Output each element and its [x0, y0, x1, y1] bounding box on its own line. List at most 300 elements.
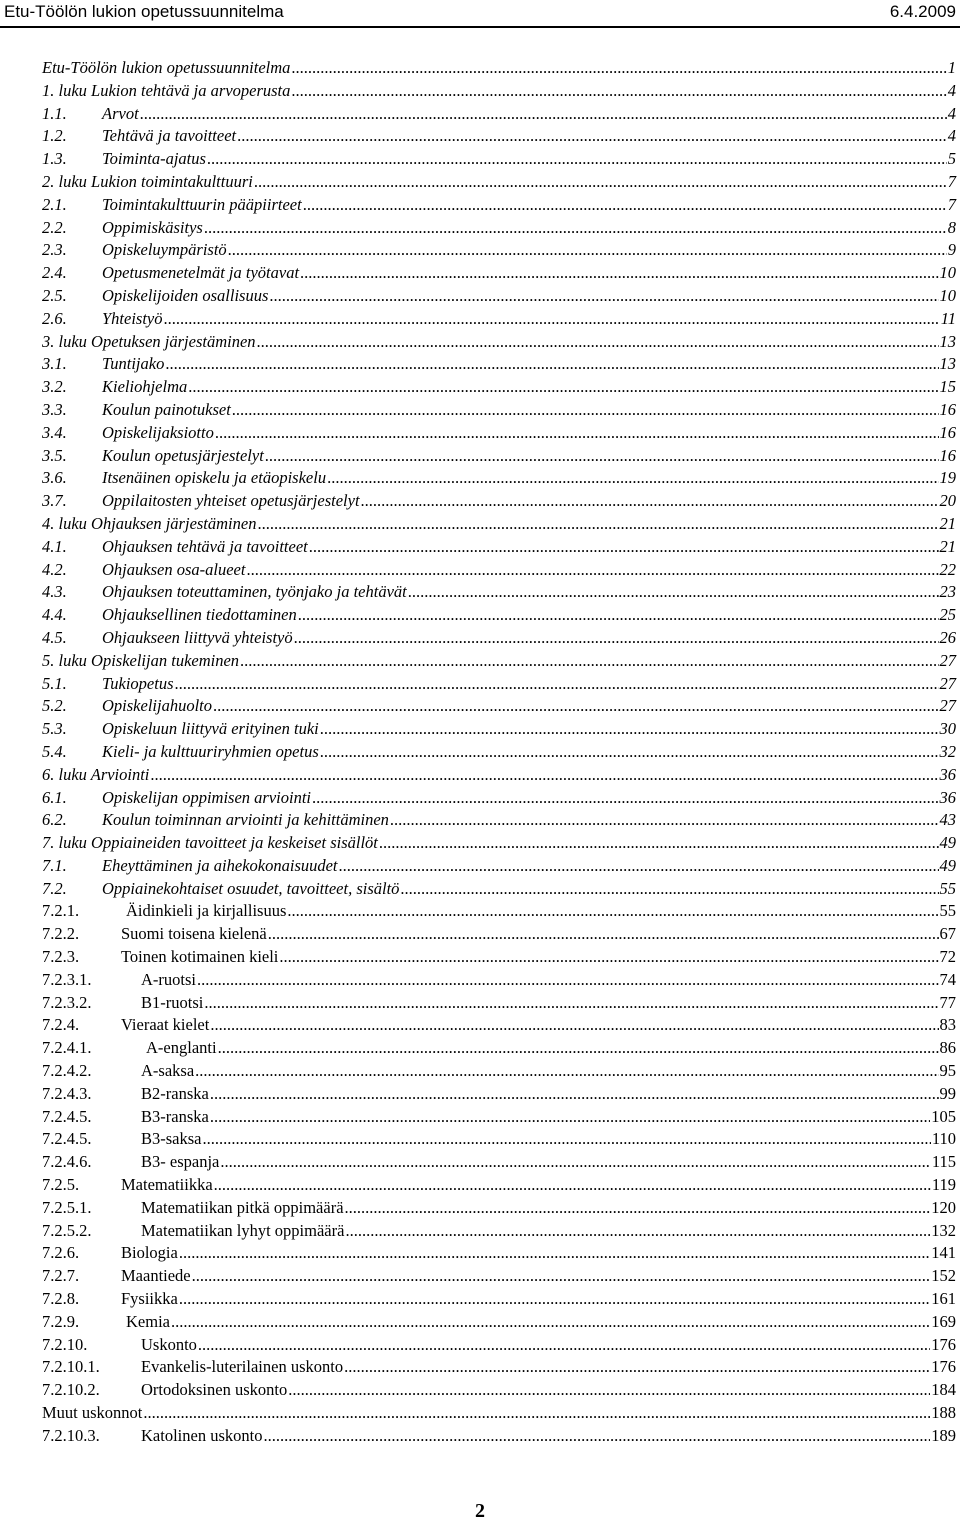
toc-entry-title: Opetusmenetelmät ja työtavat — [102, 263, 300, 283]
dot-leader — [232, 399, 939, 422]
toc-entry-page: 26 — [939, 627, 956, 647]
toc-entry-title: Oppimiskäsitys — [102, 217, 203, 237]
toc-entry[interactable] — [42, 900, 956, 923]
toc-entry[interactable] — [42, 217, 956, 240]
toc-entry-number: 4.1. — [42, 536, 67, 556]
toc-entry-title: Koulun toiminnan arviointi ja kehittäminen — [102, 810, 389, 830]
dot-leader — [263, 1425, 930, 1448]
toc-entry-title: Tukiopetus — [102, 673, 174, 693]
dot-leader — [408, 581, 939, 604]
toc-entry-page: 23 — [939, 582, 956, 602]
toc-entry[interactable] — [42, 559, 956, 582]
dot-leader — [164, 308, 940, 331]
toc-entry-number: 5.3. — [42, 719, 67, 739]
toc-entry-number: 7.2.4.2. — [42, 1061, 92, 1081]
header-title: Etu-Töölön lukion opetussuunnitelma — [4, 2, 284, 21]
toc-entry-page: 49 — [939, 833, 956, 853]
dot-leader — [165, 353, 938, 376]
dot-leader — [257, 331, 939, 354]
toc-entry-title: Fysiikka — [121, 1289, 178, 1309]
toc-entry-page: 30 — [939, 719, 956, 739]
dot-leader — [300, 262, 938, 285]
toc-entry-title: Ohjauksen osa-alueet — [102, 559, 246, 579]
toc-entry[interactable] — [42, 57, 956, 80]
dot-leader — [214, 1174, 931, 1197]
toc-entry[interactable] — [42, 1311, 956, 1334]
toc-entry[interactable] — [42, 1402, 956, 1425]
toc-entry[interactable] — [42, 1334, 956, 1357]
toc-entry-title: Matematiikka — [121, 1175, 213, 1195]
toc-entry-number: 5.2. — [42, 696, 67, 716]
dot-leader — [257, 513, 938, 536]
toc-entry-page: 110 — [931, 1129, 956, 1149]
toc-entry-number: 7.1. — [42, 855, 67, 875]
dot-leader — [379, 832, 939, 855]
toc-entry-number: 2.4. — [42, 263, 67, 283]
toc-entry-number: 4.2. — [42, 559, 67, 579]
toc-entry-number: 7.2.4.3. — [42, 1083, 92, 1103]
toc-entry[interactable] — [42, 1014, 956, 1037]
toc-entry-number: 7.2.4.6. — [42, 1152, 92, 1172]
toc-entry-title: A-saksa — [141, 1061, 195, 1081]
toc-entry-title: Katolinen uskonto — [141, 1425, 263, 1445]
toc-entry[interactable] — [42, 1037, 956, 1060]
toc-entry[interactable] — [42, 467, 956, 490]
toc-entry[interactable] — [42, 741, 956, 764]
toc-entry-page: 21 — [939, 536, 956, 556]
toc-entry-number: 7.2.8. — [42, 1289, 80, 1309]
toc-entry[interactable] — [42, 285, 956, 308]
dot-leader — [215, 422, 939, 445]
toc-entry-title: Maantiede — [121, 1266, 191, 1286]
dot-leader — [312, 787, 939, 810]
dot-leader — [294, 627, 939, 650]
toc-entry-number: 7.2. — [42, 878, 67, 898]
toc-entry-title: Ortodoksinen uskonto — [141, 1380, 288, 1400]
toc-entry[interactable] — [42, 1242, 956, 1265]
toc-entry-title: Toinen kotimainen kieli — [121, 947, 279, 967]
dot-leader — [291, 57, 946, 80]
toc-entry-page: 25 — [939, 605, 956, 625]
dot-leader — [179, 1242, 930, 1265]
toc-entry[interactable] — [42, 1151, 956, 1174]
toc-entry[interactable] — [42, 604, 956, 627]
toc-entry-page: 43 — [939, 810, 956, 830]
toc-entry-title: Kemia — [126, 1311, 170, 1331]
toc-entry[interactable] — [42, 422, 956, 445]
toc-entry[interactable] — [42, 490, 956, 513]
toc-entry[interactable] — [42, 695, 956, 718]
toc-entry[interactable] — [42, 1083, 956, 1106]
toc-entry[interactable] — [42, 581, 956, 604]
toc-entry-title: Vieraat kielet — [121, 1015, 210, 1035]
toc-entry-title: Ohjauksellinen tiedottaminen — [102, 605, 297, 625]
toc-entry-page: 36 — [939, 764, 956, 784]
dot-leader — [228, 239, 947, 262]
toc-entry-number: 7.2.3. — [42, 947, 80, 967]
toc-entry-title: 2. luku Lukion toimintakulttuuri — [42, 171, 253, 191]
dot-leader — [309, 536, 939, 559]
toc-entry-title: 5. luku Opiskelijan tukeminen — [42, 650, 240, 670]
toc-entry-title: Toimintakulttuurin pääpiirteet — [102, 194, 302, 214]
toc-entry-page: 67 — [939, 924, 956, 944]
toc-entry-page: 184 — [931, 1380, 956, 1400]
dot-leader — [345, 1197, 931, 1220]
toc-entry-page: 49 — [939, 855, 956, 875]
toc-entry-title: Oppilaitosten yhteiset opetusjärjestelyt — [102, 491, 360, 511]
toc-entry[interactable] — [42, 194, 956, 217]
toc-entry-page: 74 — [939, 969, 956, 989]
dot-leader — [303, 194, 947, 217]
toc-entry-page: 4 — [947, 80, 956, 100]
toc-entry-page: 20 — [939, 491, 956, 511]
toc-entry-page: 10 — [939, 285, 956, 305]
toc-entry-number: 7.2.4.1. — [42, 1038, 92, 1058]
dot-leader — [218, 1037, 939, 1060]
toc-entry-page: 119 — [931, 1175, 956, 1195]
toc-entry-number: 7.2.4.5. — [42, 1129, 92, 1149]
toc-entry-page: 16 — [939, 399, 956, 419]
toc-entry-page: 27 — [939, 673, 956, 693]
toc-entry-number: 7.2.4. — [42, 1015, 80, 1035]
dot-leader — [320, 741, 939, 764]
toc-entry-title: B3-ranska — [141, 1106, 209, 1126]
toc-entry[interactable] — [42, 1265, 956, 1288]
toc-entry-title: Biologia — [121, 1243, 178, 1263]
toc-entry-title: Kieliohjelma — [102, 377, 188, 397]
toc-entry-title: Äidinkieli ja kirjallisuus — [126, 901, 287, 921]
toc-entry-title: Ohjauksen tehtävä ja tavoitteet — [102, 536, 308, 556]
toc-entry-page: 132 — [931, 1220, 956, 1240]
toc-entry[interactable] — [42, 171, 956, 194]
toc-entry-page: 15 — [939, 377, 956, 397]
dot-leader — [210, 1106, 930, 1129]
dot-leader — [237, 125, 947, 148]
toc-entry-title: Toiminta-ajatus — [102, 149, 206, 169]
toc-entry[interactable] — [42, 923, 956, 946]
toc-entry-title: Matematiikan pitkä oppimäärä — [141, 1197, 344, 1217]
toc-entry[interactable] — [42, 239, 956, 262]
toc-entry-page: 55 — [939, 901, 956, 921]
toc-entry-page: 169 — [931, 1311, 956, 1331]
dot-leader — [265, 445, 939, 468]
toc-entry[interactable] — [42, 148, 956, 171]
toc-entry[interactable] — [42, 832, 956, 855]
dot-leader — [279, 946, 938, 969]
toc-entry-page: 115 — [931, 1152, 956, 1172]
toc-entry-title: Opiskelijoiden osallisuus — [102, 285, 269, 305]
toc-entry-number: 6.1. — [42, 787, 67, 807]
dot-leader — [390, 809, 939, 832]
toc-entry-title: Tuntijako — [102, 354, 165, 374]
toc-entry[interactable] — [42, 969, 956, 992]
toc-entry-page: 27 — [939, 650, 956, 670]
dot-leader — [298, 604, 939, 627]
toc-entry-page: 55 — [939, 878, 956, 898]
toc-entry-number: 7.2.10.1. — [42, 1357, 100, 1377]
toc-entry-page: 16 — [939, 445, 956, 465]
toc-entry-title: A-englanti — [146, 1038, 217, 1058]
toc-entry-title: B3- espanja — [141, 1152, 220, 1172]
toc-entry-title: A-ruotsi — [141, 969, 196, 989]
toc-entry[interactable] — [42, 445, 956, 468]
toc-entry-title: Opiskelijahuolto — [102, 696, 212, 716]
toc-entry-number: 7.2.6. — [42, 1243, 80, 1263]
dot-leader — [198, 1334, 930, 1357]
dot-leader — [327, 467, 938, 490]
toc-entry-title: Yhteistyö — [102, 308, 163, 328]
toc-entry[interactable] — [42, 718, 956, 741]
toc-entry-page: 99 — [939, 1083, 956, 1103]
toc-entry-page: 95 — [939, 1061, 956, 1081]
toc-entry-number: 7.2.5.2. — [42, 1220, 92, 1240]
dot-leader — [210, 1014, 938, 1037]
toc-entry-number: 4.5. — [42, 627, 67, 647]
toc-entry-title: Opiskelijaksiotto — [102, 422, 214, 442]
toc-entry[interactable] — [42, 513, 956, 536]
toc-entry[interactable] — [42, 627, 956, 650]
toc-entry-title: Ohjaukseen liittyvä yhteistyö — [102, 627, 293, 647]
toc-entry-page: 176 — [931, 1357, 956, 1377]
dot-leader — [220, 1151, 931, 1174]
toc-entry[interactable] — [42, 1060, 956, 1083]
toc-entry-number: 3.5. — [42, 445, 67, 465]
toc-entry-page: 22 — [939, 559, 956, 579]
toc-entry[interactable] — [42, 536, 956, 559]
toc-entry-number: 7.2.2. — [42, 924, 80, 944]
toc-entry-page: 86 — [939, 1038, 956, 1058]
dot-leader — [268, 923, 939, 946]
toc-entry-number: 2.6. — [42, 308, 67, 328]
toc-entry-page: 120 — [931, 1197, 956, 1217]
dot-leader — [320, 718, 939, 741]
toc-entry[interactable] — [42, 1425, 956, 1448]
dot-leader — [339, 855, 939, 878]
toc-entry-page: 4 — [947, 126, 956, 146]
dot-leader — [195, 1060, 938, 1083]
toc-entry[interactable] — [42, 399, 956, 422]
toc-entry-page: 189 — [931, 1425, 956, 1445]
toc-entry-title: Eheyttäminen ja aihekokonaisuudet — [102, 855, 338, 875]
toc-entry[interactable] — [42, 1128, 956, 1151]
toc-entry-number: 2.3. — [42, 240, 67, 260]
toc-entry[interactable] — [42, 1220, 956, 1243]
toc-entry-title: 3. luku Opetuksen järjestäminen — [42, 331, 256, 351]
toc-entry-title: 6. luku Arviointi — [42, 764, 150, 784]
dot-leader — [210, 1083, 939, 1106]
toc-entry-page: 77 — [939, 992, 956, 1012]
dot-leader — [344, 1356, 930, 1379]
dot-leader — [203, 1128, 931, 1151]
toc-entry-title: Koulun painotukset — [102, 399, 231, 419]
dot-leader — [269, 285, 938, 308]
toc-entry-number: 7.2.10.3. — [42, 1425, 100, 1445]
toc-entry-title: Suomi toisena kielenä — [121, 924, 267, 944]
toc-entry-number: 7.2.7. — [42, 1266, 80, 1286]
toc-entry[interactable] — [42, 787, 956, 810]
toc-entry-number: 1.2. — [42, 126, 67, 146]
toc-entry-page: 141 — [931, 1243, 956, 1263]
toc-entry-title: B2-ranska — [141, 1083, 209, 1103]
dot-leader — [246, 559, 938, 582]
toc-entry-number: 4.3. — [42, 582, 67, 602]
toc-entry-page: 83 — [939, 1015, 956, 1035]
toc-entry-title: Etu-Töölön lukion opetussuunnitelma — [42, 58, 291, 77]
dot-leader — [175, 673, 939, 696]
toc-entry-number: 3.1. — [42, 354, 67, 374]
toc-entry-title: 4. luku Ohjauksen järjestäminen — [42, 513, 257, 533]
toc-entry-title: 7. luku Oppiaineiden tavoitteet ja keskeiset sisällöt — [42, 833, 378, 853]
toc-entry-number: 2.2. — [42, 217, 67, 237]
toc-entry-title: Oppiainekohtaiset osuudet, tavoitteet, sisältö — [102, 878, 400, 898]
toc-entry-page: 105 — [931, 1106, 956, 1126]
toc-entry[interactable] — [42, 992, 956, 1015]
header-date: 6.4.2009 — [889, 2, 956, 21]
dot-leader — [254, 171, 947, 194]
toc-entry[interactable] — [42, 1379, 956, 1402]
table-of-contents — [42, 57, 956, 1448]
toc-entry-title: B3-saksa — [141, 1129, 202, 1149]
toc-entry-number: 7.2.10. — [42, 1334, 88, 1354]
dot-leader — [204, 992, 938, 1015]
dot-leader — [345, 1220, 930, 1243]
dot-leader — [204, 217, 947, 240]
toc-entry[interactable] — [42, 1197, 956, 1220]
toc-entry[interactable] — [42, 1106, 956, 1129]
toc-entry-page: 27 — [939, 696, 956, 716]
toc-entry-page: 13 — [939, 331, 956, 351]
toc-entry-number: 7.2.9. — [42, 1311, 80, 1331]
toc-entry-number: 3.3. — [42, 399, 67, 419]
toc-entry-number: 7.2.3.2. — [42, 992, 92, 1012]
toc-entry-number: 7.2.10.2. — [42, 1380, 100, 1400]
toc-entry-page: 72 — [939, 947, 956, 967]
toc-entry-page: 7 — [947, 194, 956, 214]
dot-leader — [143, 1402, 930, 1425]
toc-entry-number: 7.2.5. — [42, 1175, 80, 1195]
toc-entry[interactable] — [42, 673, 956, 696]
toc-entry-page: 36 — [939, 787, 956, 807]
toc-entry[interactable] — [42, 376, 956, 399]
toc-entry[interactable] — [42, 650, 956, 673]
toc-entry-page: 188 — [931, 1403, 956, 1423]
dot-leader — [400, 878, 938, 901]
toc-entry-title: Tehtävä ja tavoitteet — [102, 126, 237, 146]
toc-entry-title: Evankelis-luterilainen uskonto — [141, 1357, 344, 1377]
toc-entry-number: 5.4. — [42, 741, 67, 761]
toc-entry-number: 7.2.3.1. — [42, 969, 92, 989]
toc-entry[interactable] — [42, 353, 956, 376]
toc-entry-title: B1-ruotsi — [141, 992, 204, 1012]
toc-entry[interactable] — [42, 1288, 956, 1311]
toc-entry[interactable] — [42, 331, 956, 354]
toc-entry[interactable] — [42, 103, 956, 126]
toc-entry-title: Itsenäinen opiskelu ja etäopiskelu — [102, 468, 327, 488]
toc-entry-number: 3.4. — [42, 422, 67, 442]
toc-entry-title: 1. luku Lukion tehtävä ja arvoperusta — [42, 80, 291, 100]
toc-entry-title: Kieli- ja kulttuuriryhmien opetus — [102, 741, 319, 761]
toc-entry[interactable] — [42, 878, 956, 901]
toc-entry-number: 2.1. — [42, 194, 67, 214]
toc-entry-page: 19 — [939, 468, 956, 488]
toc-entry[interactable] — [42, 1356, 956, 1379]
toc-entry[interactable] — [42, 764, 956, 787]
toc-entry-page: 4 — [947, 103, 956, 123]
toc-entry-number: 6.2. — [42, 810, 67, 830]
dot-leader — [207, 148, 947, 171]
toc-entry-title: Opiskeluun liittyvä erityinen tuki — [102, 719, 319, 739]
toc-entry-number: 5.1. — [42, 673, 67, 693]
toc-entry-page: 8 — [947, 217, 956, 237]
toc-entry-page: 9 — [947, 240, 956, 260]
toc-entry-page: 7 — [947, 171, 956, 191]
toc-entry[interactable] — [42, 308, 956, 331]
dot-leader — [179, 1288, 930, 1311]
toc-entry-number: 1.3. — [42, 149, 67, 169]
dot-leader — [291, 80, 946, 103]
toc-entry-title: Muut uskonnot — [42, 1403, 143, 1423]
toc-entry-title: Opiskeluympäristö — [102, 240, 227, 260]
toc-entry-title: Matematiikan lyhyt oppimäärä — [141, 1220, 345, 1240]
dot-leader — [188, 376, 938, 399]
toc-entry-page: 1 — [947, 58, 956, 77]
toc-entry-page: 10 — [939, 263, 956, 283]
toc-entry-number: 7.2.1. — [42, 901, 80, 921]
toc-entry[interactable] — [42, 80, 956, 103]
dot-leader — [288, 1379, 930, 1402]
dot-leader — [287, 900, 938, 923]
toc-entry-page: 13 — [939, 354, 956, 374]
toc-entry[interactable] — [42, 855, 956, 878]
toc-entry-number: 2.5. — [42, 285, 67, 305]
dot-leader — [361, 490, 939, 513]
toc-entry[interactable] — [42, 946, 956, 969]
toc-entry-title: Opiskelijan oppimisen arviointi — [102, 787, 311, 807]
toc-entry-page: 176 — [931, 1334, 956, 1354]
toc-entry-number: 3.7. — [42, 491, 67, 511]
dot-leader — [192, 1265, 931, 1288]
toc-entry-page: 32 — [939, 741, 956, 761]
toc-entry-page: 5 — [947, 149, 956, 169]
toc-entry-number: 3.6. — [42, 468, 67, 488]
toc-entry-page: 11 — [940, 308, 956, 328]
toc-entry-page: 161 — [931, 1289, 956, 1309]
toc-entry[interactable] — [42, 809, 956, 832]
dot-leader — [240, 650, 938, 673]
toc-entry[interactable] — [42, 262, 956, 285]
toc-entry-number: 7.2.4.5. — [42, 1106, 92, 1126]
toc-entry[interactable] — [42, 125, 956, 148]
page-number: 2 — [475, 1500, 485, 1522]
toc-entry-title: Koulun opetusjärjestelyt — [102, 445, 264, 465]
dot-leader — [140, 103, 947, 126]
toc-entry-page: 21 — [939, 513, 956, 533]
toc-entry-number: 3.2. — [42, 377, 67, 397]
dot-leader — [197, 969, 939, 992]
toc-entry-number: 4.4. — [42, 605, 67, 625]
toc-entry-number: 1.1. — [42, 103, 67, 123]
running-header — [0, 0, 960, 28]
toc-entry-number: 7.2.5.1. — [42, 1197, 92, 1217]
dot-leader — [150, 764, 938, 787]
toc-entry-page: 152 — [931, 1266, 956, 1286]
toc-entry-page: 16 — [939, 422, 956, 442]
toc-entry[interactable] — [42, 1174, 956, 1197]
toc-entry-title: Arvot — [102, 103, 139, 123]
dot-leader — [171, 1311, 930, 1334]
toc-entry-title: Uskonto — [141, 1334, 197, 1354]
dot-leader — [213, 695, 939, 718]
